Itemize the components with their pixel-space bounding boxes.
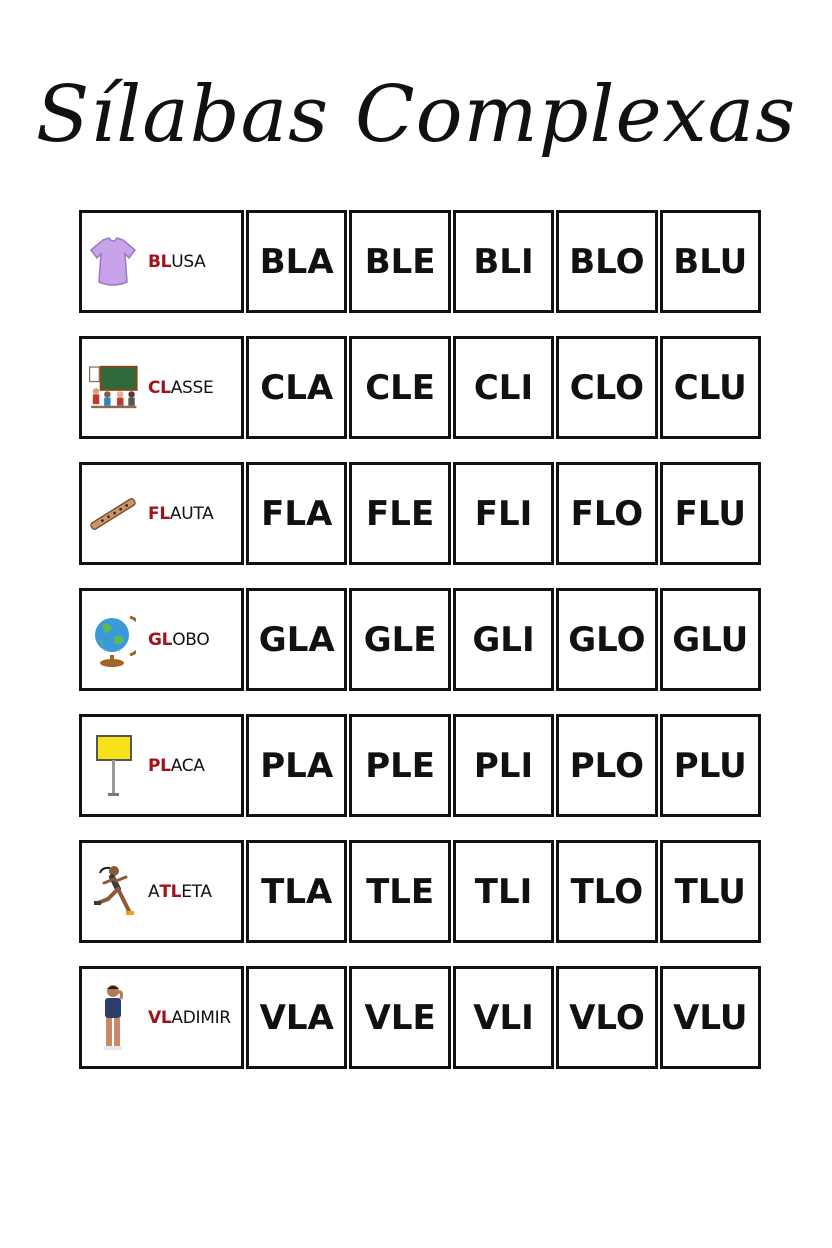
syllable-row-gl xyxy=(79,588,761,691)
man-icon xyxy=(88,986,138,1050)
syllable-card: PLO xyxy=(556,714,657,817)
word-cell xyxy=(79,588,244,691)
syllable-row-cl xyxy=(79,336,761,439)
syllable-card: BLE xyxy=(349,210,450,313)
word-label: FLAUTA xyxy=(148,503,214,524)
word-label: BLUSA xyxy=(148,251,206,272)
syllable-card: FLE xyxy=(349,462,450,565)
syllable-card: VLU xyxy=(660,966,761,1069)
syllable-card: CLA xyxy=(246,336,347,439)
syllable-card: GLA xyxy=(246,588,347,691)
syllable-card: VLA xyxy=(246,966,347,1069)
syllable-card: VLE xyxy=(349,966,450,1069)
syllable-card: FLO xyxy=(556,462,657,565)
syllable-card: BLA xyxy=(246,210,347,313)
syllable-card: PLU xyxy=(660,714,761,817)
syllable-card: VLO xyxy=(556,966,657,1069)
word-cell xyxy=(79,210,244,313)
syllable-card: TLE xyxy=(349,840,450,943)
syllable-card: BLI xyxy=(453,210,554,313)
syllable-card: PLE xyxy=(349,714,450,817)
syllable-card: GLO xyxy=(556,588,657,691)
flute-icon xyxy=(88,482,138,546)
syllable-row-pl xyxy=(79,714,761,817)
word-cell xyxy=(79,462,244,565)
word-cell xyxy=(79,336,244,439)
runner-icon xyxy=(88,860,138,924)
word-cell xyxy=(79,966,244,1069)
syllable-card: FLA xyxy=(246,462,347,565)
syllable-card: FLU xyxy=(660,462,761,565)
sign-icon xyxy=(88,734,138,798)
syllable-card: BLU xyxy=(660,210,761,313)
syllable-card: GLE xyxy=(349,588,450,691)
syllable-card: PLA xyxy=(246,714,347,817)
syllable-card: TLU xyxy=(660,840,761,943)
word-label: ATLETA xyxy=(148,881,212,902)
blouse-icon xyxy=(88,230,138,294)
syllable-row-tl xyxy=(79,840,761,943)
syllable-card: TLA xyxy=(246,840,347,943)
syllable-card: PLI xyxy=(453,714,554,817)
syllable-card: TLI xyxy=(453,840,554,943)
syllable-card: CLU xyxy=(660,336,761,439)
syllable-card: GLI xyxy=(453,588,554,691)
syllable-row-bl xyxy=(79,210,761,313)
syllable-card: FLI xyxy=(453,462,554,565)
word-cell xyxy=(79,840,244,943)
syllable-card: CLO xyxy=(556,336,657,439)
word-label: VLADIMIR xyxy=(148,1007,231,1028)
syllable-card: BLO xyxy=(556,210,657,313)
syllable-card: CLI xyxy=(453,336,554,439)
syllable-card: GLU xyxy=(660,588,761,691)
word-label: GLOBO xyxy=(148,629,210,650)
classroom-icon xyxy=(88,356,138,420)
word-label: CLASSE xyxy=(148,377,214,398)
word-cell xyxy=(79,714,244,817)
syllable-row-fl xyxy=(79,462,761,565)
word-label: PLACA xyxy=(148,755,205,776)
page-title: Sílabas Complexas xyxy=(35,70,797,160)
globe-icon xyxy=(88,608,138,672)
syllable-row-vl xyxy=(79,966,761,1069)
syllable-card: CLE xyxy=(349,336,450,439)
syllable-card: TLO xyxy=(556,840,657,943)
syllable-card: VLI xyxy=(453,966,554,1069)
